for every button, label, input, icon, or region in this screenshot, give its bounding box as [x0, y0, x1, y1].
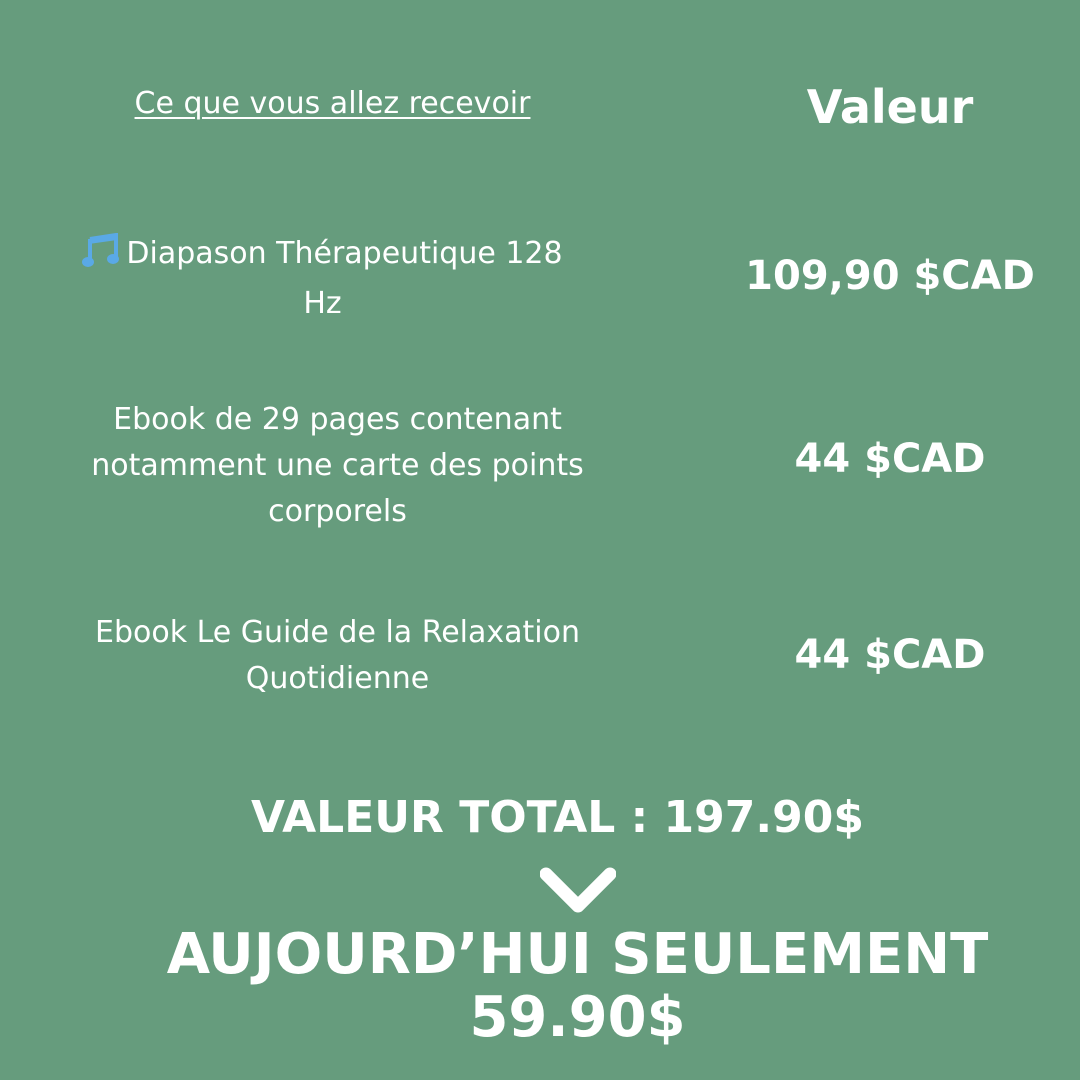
item-description-line: Diapason Thérapeutique 128	[126, 236, 563, 271]
total-value: VALEUR TOTAL : 197.90$	[251, 792, 864, 843]
today-only-label: AUJOURD’HUI SEULEMENT	[166, 922, 989, 987]
item-description-line: Ebook Le Guide de la Relaxation	[95, 615, 580, 650]
today-price: 59.90$	[469, 985, 686, 1050]
item-value: 109,90 $CAD	[745, 253, 1035, 299]
music-note-icon	[82, 233, 120, 281]
item-description-line: Hz	[303, 286, 342, 321]
item-description-line: Quotidienne	[245, 661, 430, 696]
item-value: 44 $CAD	[794, 632, 986, 678]
item-description-line: corporels	[268, 494, 407, 529]
item-value: 44 $CAD	[794, 436, 986, 482]
item-description	[30, 610, 645, 702]
items-column-header: Ce que vous allez recevoir	[134, 86, 531, 121]
item-description-line: notamment une carte des points	[91, 448, 584, 483]
value-column-header: Valeur	[806, 80, 974, 134]
item-description	[30, 231, 615, 327]
chevron-down-icon	[540, 866, 616, 922]
item-description-line: Ebook de 29 pages contenant	[113, 402, 562, 437]
item-description	[30, 397, 645, 535]
